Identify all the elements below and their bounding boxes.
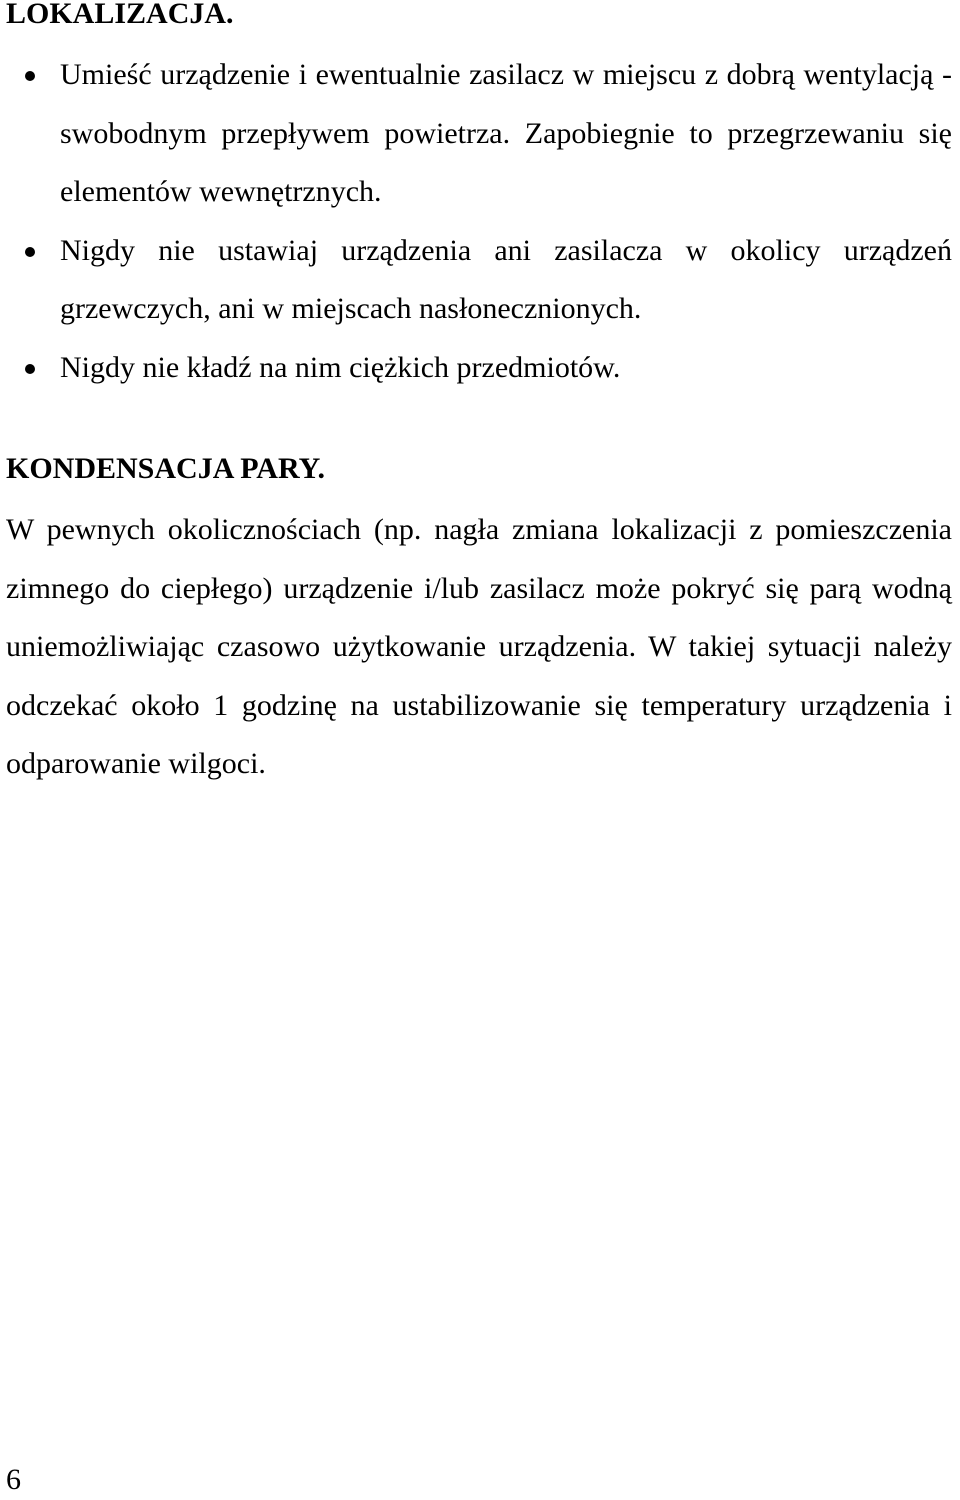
bullet-list-lokalizacja xyxy=(0,46,960,397)
bullet-item xyxy=(0,339,960,398)
bullet-text: Nigdy nie ustawiaj urządzenia ani zasilacza w okolicy urządzeń grzewczych, ani w miejscach nasłonecznionych. xyxy=(60,233,952,325)
bullet-text: Umieść urządzenie i ewentualnie zasilacz w miejscu z dobrą wentylacją - swobodnym przepływem powietrza. Zapobiegnie to przegrzewaniu się elementów wewnętrznych. xyxy=(60,58,952,208)
section-heading-lokalizacja: LOKALIZACJA. xyxy=(6,0,234,30)
bullet-icon xyxy=(25,247,35,257)
body-paragraph-kondensacja: W pewnych okolicznościach (np. nagła zmiana lokalizacji z pomieszczenia zimnego do ciepłego) urządzenie i/lub zasilacz może pokryć się parą wodną uniemożliwiając czasowo użytkowanie urządzenia. W takiej sytuacji należy odczekać około 1 godzinę na ustabilizowanie się temperatury urządzenia i odparowanie wilgoci. xyxy=(6,513,952,780)
bullet-text: Nigdy nie kładź na nim ciężkich przedmiotów. xyxy=(60,350,621,384)
page-number: 6 xyxy=(6,1463,21,1496)
bullet-item xyxy=(0,46,960,222)
bullet-icon xyxy=(25,364,35,374)
bullet-icon xyxy=(25,71,35,81)
section-heading-kondensacja: KONDENSACJA PARY. xyxy=(6,452,325,485)
bullet-item xyxy=(0,222,960,339)
